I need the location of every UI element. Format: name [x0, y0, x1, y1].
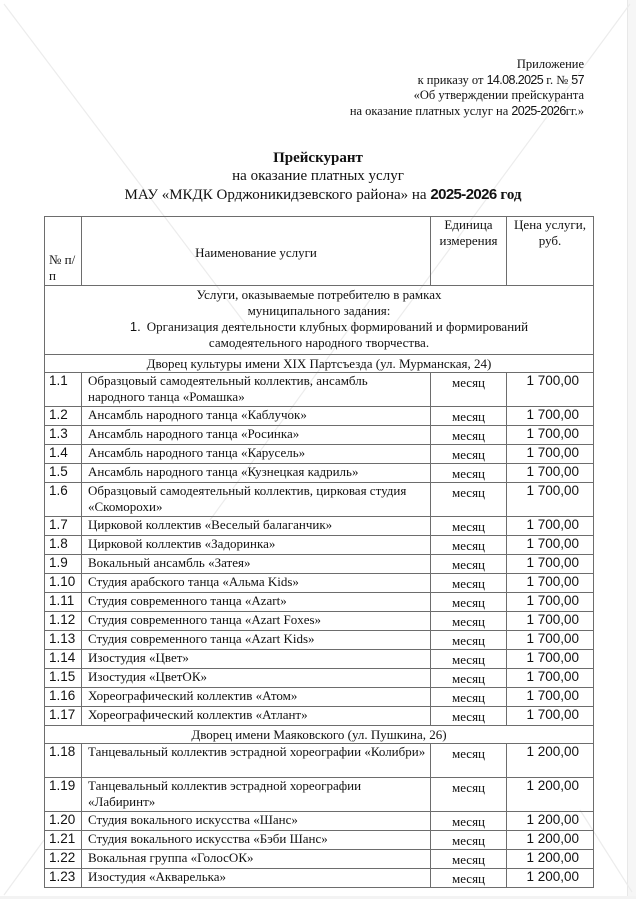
service-price: 1 700,00: [507, 707, 594, 726]
appendix-line-2: к приказу от 14.08.2025 г. № 57: [417, 72, 584, 87]
service-name: Образцовый самодеятельный коллектив, цирковая студия «Скоморохи»: [82, 483, 431, 517]
appendix-line-4: на оказание платных услуг на 2025-2026гг.»: [349, 103, 584, 118]
appendix-note: [350, 57, 584, 119]
table-row: [45, 650, 594, 669]
service-name: Ансамбль народного танца «Карусель»: [82, 445, 431, 464]
order-number: 57: [571, 72, 584, 87]
table-row: [45, 612, 594, 631]
service-number: 1.9: [45, 555, 82, 574]
service-unit: месяц: [431, 669, 507, 688]
service-price: 1 700,00: [507, 464, 594, 483]
price-table: [44, 216, 594, 888]
service-unit: месяц: [431, 483, 507, 517]
service-unit: месяц: [431, 536, 507, 555]
service-unit: месяц: [431, 593, 507, 612]
service-price: 1 200,00: [507, 778, 594, 812]
service-price: 1 700,00: [507, 445, 594, 464]
service-unit: месяц: [431, 650, 507, 669]
service-unit: месяц: [431, 707, 507, 726]
service-unit: месяц: [431, 464, 507, 483]
header-number: № п/ п: [45, 217, 82, 286]
service-price: 1 700,00: [507, 555, 594, 574]
service-number: 1.8: [45, 536, 82, 555]
service-unit: месяц: [431, 426, 507, 445]
service-number: 1.14: [45, 650, 82, 669]
service-name: Ансамбль народного танца «Росинка»: [82, 426, 431, 445]
service-price: 1 700,00: [507, 688, 594, 707]
service-name: Хореографический коллектив «Атом»: [82, 688, 431, 707]
service-price: 1 700,00: [507, 612, 594, 631]
venue-name: Дворец имени Маяковского (ул. Пушкина, 26): [45, 726, 594, 744]
service-name: Цирковой коллектив «Задоринка»: [82, 536, 431, 555]
service-name: Танцевальный коллектив эстрадной хореографии «Колибри»: [82, 744, 431, 778]
service-name: Вокальный ансамбль «Затея»: [82, 555, 431, 574]
service-unit: месяц: [431, 407, 507, 426]
service-price: 1 200,00: [507, 831, 594, 850]
service-number: 1.1: [45, 373, 82, 407]
document-title: Прейскурант: [273, 150, 363, 166]
service-price: 1 700,00: [507, 669, 594, 688]
service-unit: месяц: [431, 373, 507, 407]
service-number: 1.19: [45, 778, 82, 812]
service-number: 1.12: [45, 612, 82, 631]
service-number: 1.17: [45, 707, 82, 726]
service-name: Изостудия «Цвет»: [82, 650, 431, 669]
table-row: [45, 536, 594, 555]
service-name: Студия современного танца «Azart Foxes»: [82, 612, 431, 631]
service-name: Ансамбль народного танца «Каблучок»: [82, 407, 431, 426]
order-date: 14.08.2025: [486, 72, 544, 87]
service-price: 1 700,00: [507, 631, 594, 650]
service-price: 1 700,00: [507, 517, 594, 536]
table-row: [45, 744, 594, 778]
section-heading: Услуги, оказываемые потребителю в рамках муниципального задания: 1. Организация деятельности клубных формирований и формирований самодеятельного народного творчества.: [45, 286, 594, 355]
service-unit: месяц: [431, 517, 507, 536]
service-name: Образцовый самодеятельный коллектив, ансамбль народного танца «Ромашка»: [82, 373, 431, 407]
table-row: [45, 445, 594, 464]
service-number: 1.4: [45, 445, 82, 464]
service-price: 1 700,00: [507, 373, 594, 407]
service-price: 1 200,00: [507, 850, 594, 869]
service-name: Цирковой коллектив «Веселый балаганчик»: [82, 517, 431, 536]
service-unit: месяц: [431, 812, 507, 831]
service-number: 1.6: [45, 483, 82, 517]
service-name: Изостудия «ЦветОК»: [82, 669, 431, 688]
service-number: 1.15: [45, 669, 82, 688]
header-unit: Единица измерения: [431, 217, 507, 286]
service-unit: месяц: [431, 869, 507, 888]
venue-row: [45, 355, 594, 373]
service-number: 1.18: [45, 744, 82, 778]
service-number: 1.10: [45, 574, 82, 593]
table-row: [45, 812, 594, 831]
service-price: 1 700,00: [507, 407, 594, 426]
service-unit: месяц: [431, 612, 507, 631]
service-unit: месяц: [431, 574, 507, 593]
document-title-block: [0, 149, 636, 205]
table-header-row: [45, 217, 594, 286]
venue-row: [45, 726, 594, 744]
document-subtitle: на оказание платных услуг: [232, 168, 404, 184]
service-number: 1.21: [45, 831, 82, 850]
table-row: [45, 407, 594, 426]
table-row: [45, 688, 594, 707]
service-number: 1.11: [45, 593, 82, 612]
service-unit: месяц: [431, 831, 507, 850]
service-price: 1 200,00: [507, 744, 594, 778]
watermark-line: [4, 840, 44, 895]
service-number: 1.13: [45, 631, 82, 650]
service-name: Студия арабского танца «Альма Kids»: [82, 574, 431, 593]
service-name: Танцевальный коллектив эстрадной хореографии «Лабиринт»: [82, 778, 431, 812]
service-unit: месяц: [431, 778, 507, 812]
service-name: Студия современного танца «Azart»: [82, 593, 431, 612]
service-number: 1.20: [45, 812, 82, 831]
table-row: [45, 869, 594, 888]
section-row: [45, 286, 594, 355]
service-unit: месяц: [431, 445, 507, 464]
table-row: [45, 669, 594, 688]
service-price: 1 200,00: [507, 869, 594, 888]
service-unit: месяц: [431, 744, 507, 778]
organization-line: МАУ «МКДК Орджоникидзевского района» на 2025-2026 год: [124, 186, 522, 203]
service-unit: месяц: [431, 631, 507, 650]
table-row: [45, 707, 594, 726]
table-row: [45, 631, 594, 650]
service-price: 1 200,00: [507, 812, 594, 831]
table-row: [45, 593, 594, 612]
table-row: [45, 464, 594, 483]
table-row: [45, 373, 594, 407]
service-price: 1 700,00: [507, 574, 594, 593]
header-price: Цена услуги, руб.: [507, 217, 594, 286]
page-edge: [627, 0, 636, 899]
service-number: 1.3: [45, 426, 82, 445]
venue-name: Дворец культуры имени XIX Партсъезда (ул. Мурманская, 24): [45, 355, 594, 373]
service-number: 1.2: [45, 407, 82, 426]
table-row: [45, 555, 594, 574]
service-price: 1 700,00: [507, 536, 594, 555]
appendix-line-1: Приложение: [516, 57, 584, 71]
table-row: [45, 574, 594, 593]
service-name: Изостудия «Акварелька»: [82, 869, 431, 888]
service-number: 1.5: [45, 464, 82, 483]
table-row: [45, 483, 594, 517]
service-name: Хореографический коллектив «Атлант»: [82, 707, 431, 726]
appendix-line-3: «Об утверждении прейскуранта: [413, 88, 584, 103]
service-name: Студия современного танца «Azart Kids»: [82, 631, 431, 650]
table-row: [45, 426, 594, 445]
service-name: Студия вокального искусства «Шанс»: [82, 812, 431, 831]
table-row: [45, 778, 594, 812]
service-number: 1.22: [45, 850, 82, 869]
header-service-name: Наименование услуги: [82, 217, 431, 286]
service-number: 1.7: [45, 517, 82, 536]
service-number: 1.23: [45, 869, 82, 888]
table-row: [45, 517, 594, 536]
service-name: Вокальная группа «ГолосОК»: [82, 850, 431, 869]
service-unit: месяц: [431, 850, 507, 869]
service-name: Ансамбль народного танца «Кузнецкая кадриль»: [82, 464, 431, 483]
service-unit: месяц: [431, 555, 507, 574]
service-name: Студия вокального искусства «Бэби Шанс»: [82, 831, 431, 850]
service-unit: месяц: [431, 688, 507, 707]
service-price: 1 700,00: [507, 426, 594, 445]
table-row: [45, 831, 594, 850]
service-price: 1 700,00: [507, 650, 594, 669]
table-row: [45, 850, 594, 869]
service-number: 1.16: [45, 688, 82, 707]
service-price: 1 700,00: [507, 593, 594, 612]
service-price: 1 700,00: [507, 483, 594, 517]
